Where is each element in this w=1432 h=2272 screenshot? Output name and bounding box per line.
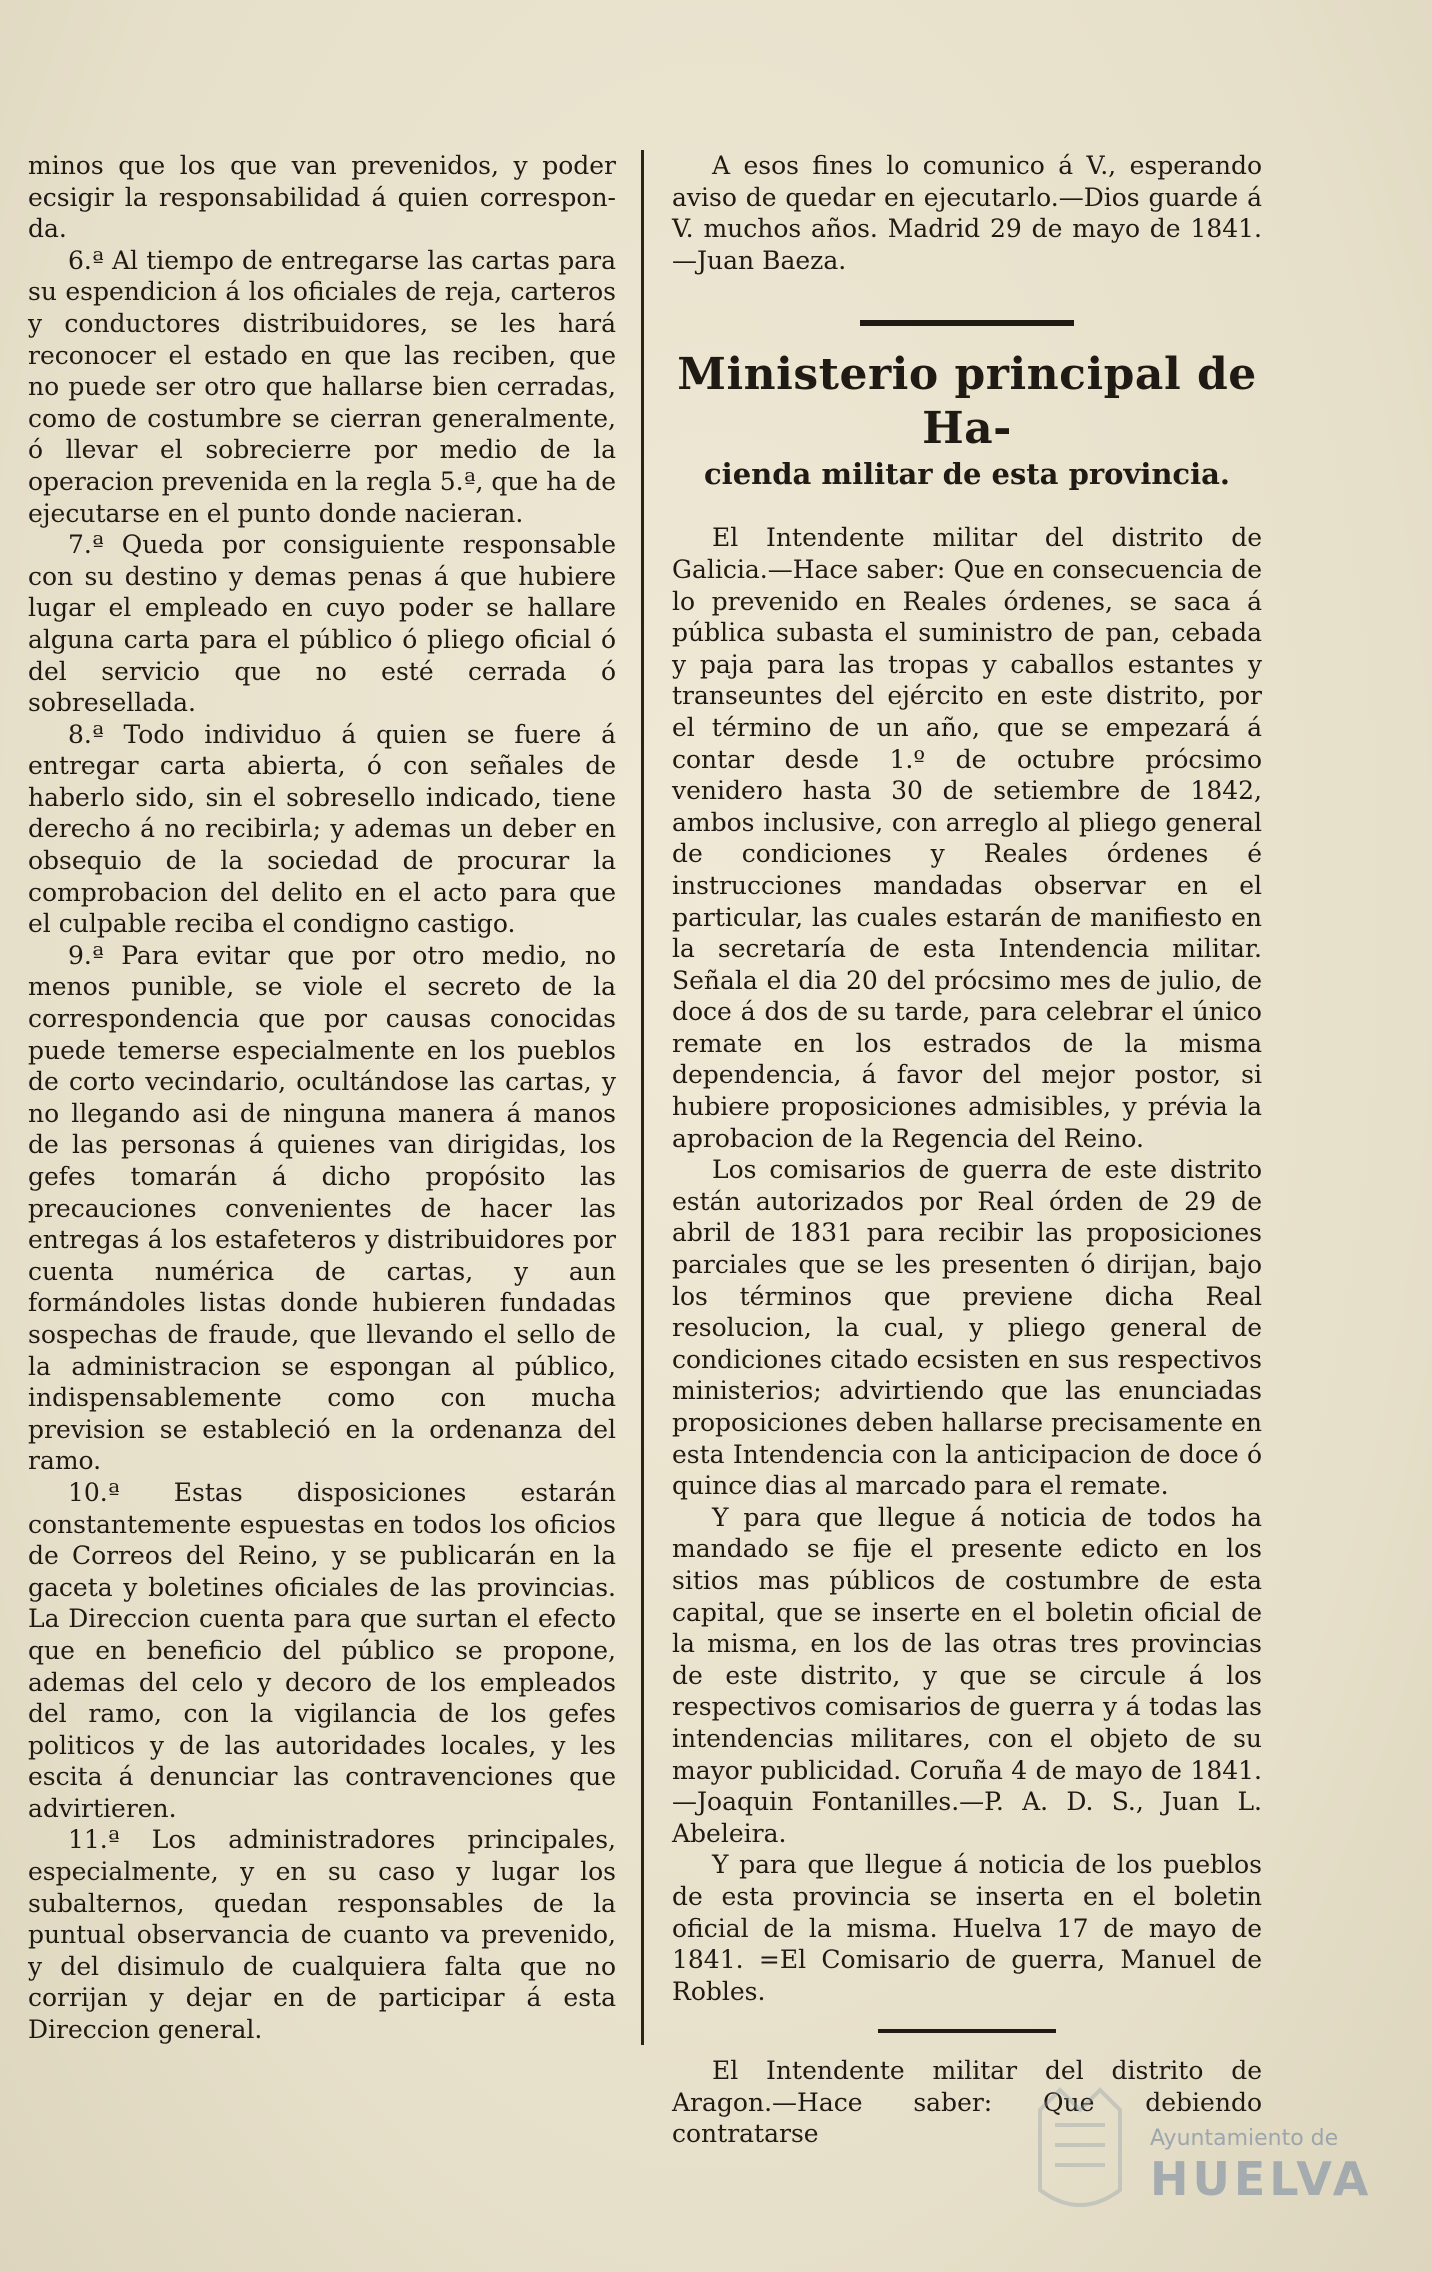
- section-rule: [860, 320, 1074, 326]
- left-paragraph-rule-9: 9.ª Para evitar que por otro medio, no menos punible, se viole el secreto de la correspondencia que por causas conocidas puede temerse especialmente en los pueblos de corto vecindario, ocultándose las cartas, y no llegando asi de ninguna manera á manos de las personas á quienes van dirigidas, los gefes tomarán á dicho propósito las precauciones convenientes de hacer las entregas á los estafeteros y distribuidores por cuenta numérica de cartas, y aun formándoles listas donde hubieren fundadas sospechas de fraude, que llevando el sello de la administracion se espongan al público, indispensablemente como con mucha prevision se estableció en la ordenanza del ramo.: [28, 940, 616, 1476]
- left-paragraph-0: minos que los que van prevenidos, y poder ecsigir la responsabilidad á quien correspon-da.: [28, 151, 616, 244]
- intro-paragraph: A esos fines lo comunico á V., esperando aviso de quedar en ejecutarlo.—Dios guarde á V. muchos años. Madrid 29 de mayo de 1841.—Juan Baeza.: [672, 151, 1262, 275]
- section-subtitle: cienda militar de esta provincia.: [704, 457, 1230, 492]
- left-paragraph-rule-6: 6.ª Al tiempo de entregarse las cartas para su espendicion á los oficiales de reja, carteros y conductores distribuidores, se les hará reconocer el estado en que las reciben, que no puede ser otro que hallarse bien cerradas, como de costumbre se cierran generalmente, ó llevar el sobrecierre por medio de la operacion prevenida en la regla 5.ª, que ha de ejecutarse en el punto donde nacieran.: [28, 245, 616, 528]
- left-column: [28, 150, 616, 2046]
- section-title: Ministerio principal de Ha-: [677, 349, 1257, 455]
- watermark-subtitle: Ayuntamiento de: [1150, 2126, 1339, 2151]
- left-paragraph-rule-10: 10.ª Estas disposiciones estarán constantemente espuestas en todos los oficios de Correos del Reino, y se publicarán en la gaceta y boletines oficiales de las provincias. La Direccion cuenta para que surtan el efecto que en beneficio del público se propone, ademas del celo y decoro de los empleados del ramo, con la vigilancia de los gefes politicos y de las autoridades locales, y les escita á denunciar las contravenciones que advirtieren.: [28, 1477, 616, 1823]
- right-paragraph-edict: El Intendente militar del distrito de Galicia.—Hace saber: Que en consecuencia de lo prevenido en Reales órdenes, se saca á pública subasta el suministro de pan, cebada y paja para las tropas y caballos estantes y transeuntes del ejército en este distrito, por el término de un año, que se empezará á contar desde 1.º de octubre prócsimo venidero hasta 30 de setiembre de 1842, ambos inclusive, con arreglo al pliego general de condiciones y Reales órdenes é instrucciones mandadas observar en el particular, las cuales estarán de manifiesto en la secretaría de esta Intendencia militar. Señala el dia 20 del prócsimo mes de julio, de doce á dos de su tarde, para celebrar el único remate en los estrados de la misma dependencia, á favor del mejor postor, si hubiere proposiciones admisibles, y prévia la aprobacion de la Regencia del Reino.: [672, 523, 1262, 1153]
- right-paragraph-comisarios: Los comisarios de guerra de este distrito están autorizados por Real órden de 29 de abril de 1831 para recibir las proposiciones parciales que se les presenten ó dirijan, bajo los términos que previene dicha Real resolucion, la cual, y pliego general de condiciones citado ecsisten en sus respectivos ministerios; advirtiendo que las enunciadas proposiciones deben hallarse precisamente en esta Intendencia con la anticipacion de doce ó quince dias al marcado para el remate.: [672, 1155, 1262, 1501]
- left-paragraph-rule-7: 7.ª Queda por consiguiente responsable con su destino y demas penas á que hubiere lugar el empleado en cuyo poder se hallare alguna carta para el público ó pliego oficial ó del servicio que no esté cerrada ó sobresellada.: [28, 530, 616, 718]
- right-paragraph-publicacion: Y para que llegue á noticia de todos ha mandado se fije el presente edicto en los sitios mas públicos de costumbre de esta capital, que se inserte en el boletin oficial de la misma, en los de las otras tres provincias de este distrito, y que se circule á los respectivos comisarios de guerra y á todas las intendencias militares, con el objeto de su mayor publicidad. Coruña 4 de mayo de 1841.—Joaquin Fontanilles.—P. A. D. S., Juan L. Abeleira.: [672, 1502, 1262, 1848]
- watermark-name: HUELVA: [1150, 2152, 1373, 2206]
- right-column: [672, 150, 1262, 2150]
- column-divider: [641, 150, 644, 2045]
- right-paragraph-aragon: El Intendente militar del distrito de Aragon.—Hace saber: Que debiendo contratarse: [672, 2056, 1262, 2149]
- left-paragraph-rule-8: 8.ª Todo individuo á quien se fuere á entregar carta abierta, ó con señales de haberlo sido, sin el sobresello indicado, tiene derecho á no recibirla; y ademas un deber en obsequio de la sociedad de procurar la comprobacion del delito en el acto para que el culpable reciba el condigno castigo.: [28, 719, 616, 939]
- closing-rule: [878, 2029, 1056, 2033]
- left-paragraph-rule-11: 11.ª Los administradores principales, especialmente, y en su caso y lugar los subalternos, quedan responsables de la puntual observancia de cuanto va prevenido, y del disimulo de cualquiera falta que no corrijan y dejar en de participar á esta Direccion general.: [28, 1825, 616, 2045]
- right-paragraph-huelva: Y para que llegue á noticia de los pueblos de esta provincia se inserta en el boletin oficial de la misma. Huelva 17 de mayo de 1841. =El Comisario de guerra, Manuel de Robles.: [672, 1850, 1262, 2006]
